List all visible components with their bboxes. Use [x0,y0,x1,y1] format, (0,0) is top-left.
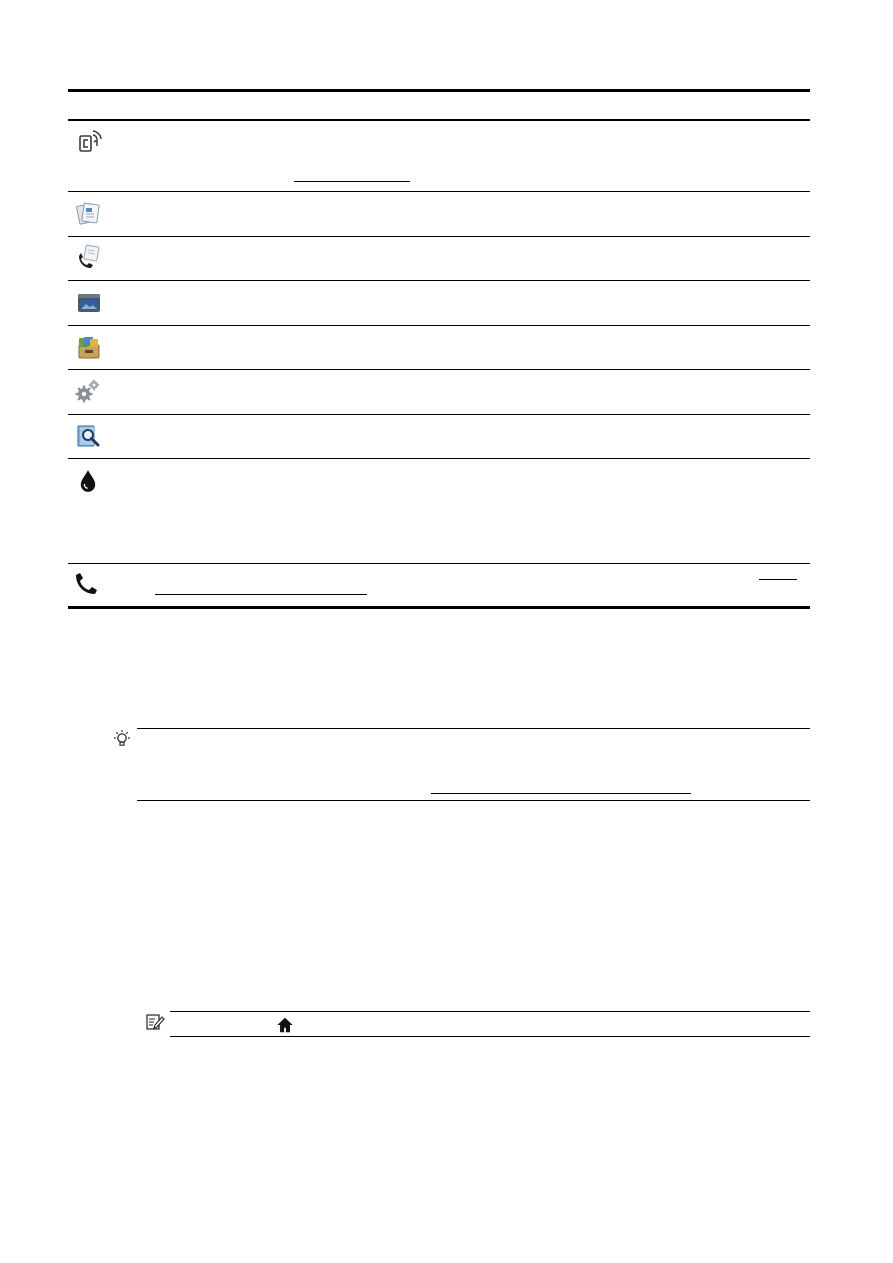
table-row [68,370,810,414]
lightbulb-icon [112,729,132,749]
tip-box [108,726,810,802]
table-row [68,121,810,191]
table-top-rule [68,89,810,92]
setup-icon [75,378,101,404]
table-row [68,326,810,369]
note-bottom-rule [170,1036,810,1037]
help-icon [76,423,102,449]
link-underline[interactable] [759,579,797,580]
note-box [144,1010,810,1040]
copy-icon [75,200,101,226]
note-top-rule [170,1011,810,1012]
phone-icon [73,571,99,597]
scan-icon [76,290,102,316]
table-row [68,281,810,325]
note-pencil-icon [145,1012,165,1032]
ink-drop-icon [79,468,97,494]
fax-icon [75,243,101,271]
wireless-direct-icon [77,129,103,155]
apps-icon [76,334,102,360]
tip-bottom-rule [137,800,810,801]
link-underline[interactable] [431,793,691,794]
table-row [68,459,810,563]
table-row [68,415,810,458]
home-icon [275,1016,295,1034]
link-underline[interactable] [294,181,410,182]
table-row [68,192,810,236]
table-row [68,564,810,606]
link-underline[interactable] [155,594,367,595]
table-bottom-rule [68,606,810,609]
table-row [68,237,810,280]
tip-top-rule [137,728,810,729]
